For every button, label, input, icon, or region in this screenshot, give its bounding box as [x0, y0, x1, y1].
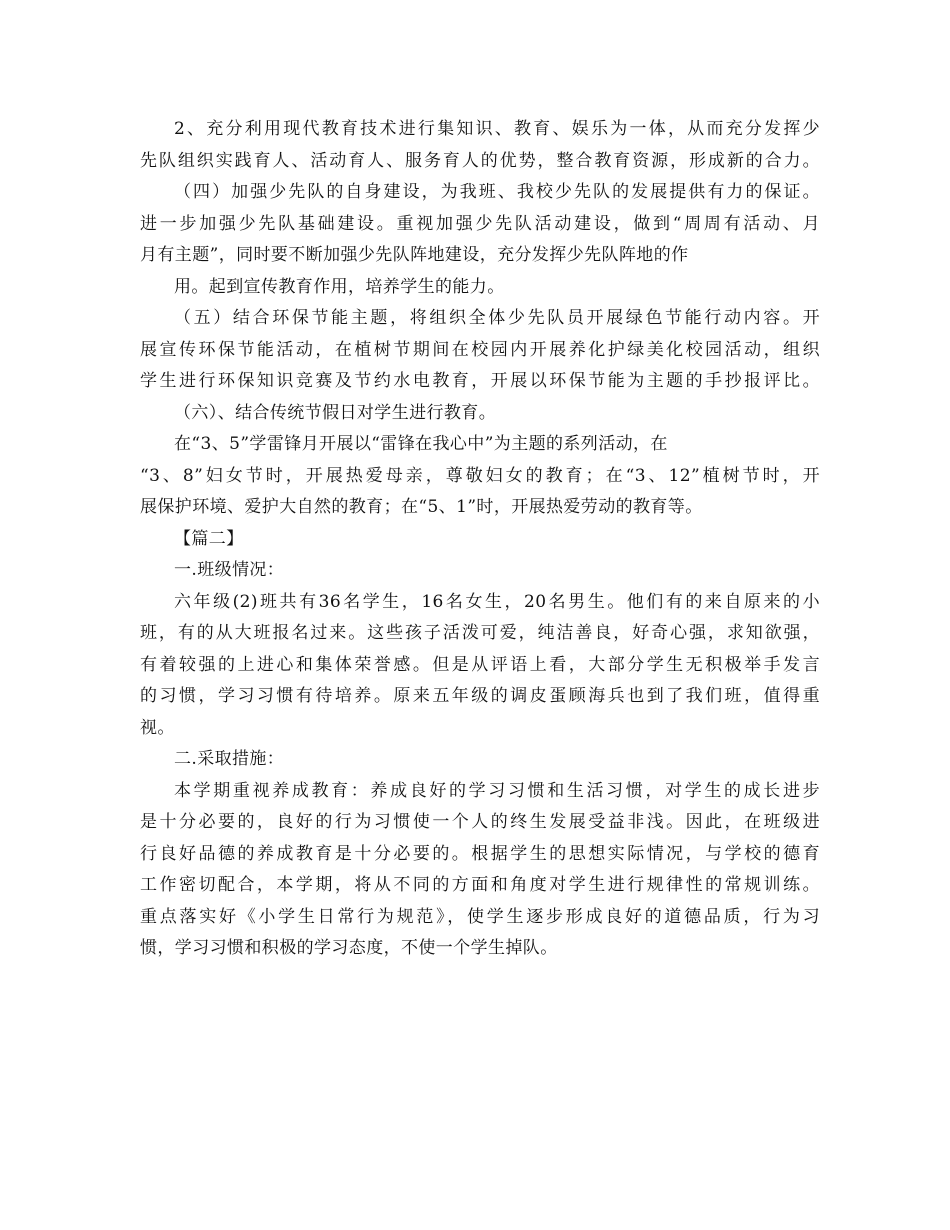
text-line: 一.班级情况： [174, 560, 285, 580]
text-line: 月有主题”，同时要不断加强少先队阵地建设，充分发挥少先队阵地的作 [140, 245, 689, 265]
text-line: 二.采取措施： [174, 749, 285, 769]
text-line: “3、8”妇女节时，开展热爱母亲，尊敬妇女的教育；在“3、12”植树节时，开 [140, 465, 820, 486]
text-line: 惯，学习习惯和积极的学习态度，不使一个学生掉队。 [140, 938, 558, 958]
text-line: 的习惯，学习习惯有待培养。原来五年级的调皮蛋顾海兵也到了我们班，值得重 [140, 686, 820, 706]
text-line: （六）、结合传统节假日对学生进行教育。 [174, 402, 497, 423]
text-line: 进一步加强少先队基础建设。重视加强少先队活动建设，做到“周周有活动、月 [140, 213, 820, 234]
text-line: 视。 [140, 717, 175, 738]
text-line: 是十分必要的，良好的行为习惯使一个人的终生发展受益非浅。因此，在班级进 [140, 812, 820, 832]
text-line: 班，有的从大班报名过来。这些孩子活泼可爱，纯洁善良，好奇心强，求知欲强， [140, 623, 820, 643]
text-line: 先队组织实践育人、活动育人、服务育人的优势，整合教育资源，形成新的合力。 [140, 150, 820, 171]
text-line: 本学期重视养成教育：养成良好的学习习惯和生活习惯，对学生的成长进步 [174, 780, 820, 801]
text-line: 在“3、5”学雷锋月开展以“雷锋在我心中”为主题的系列活动，在 [174, 434, 668, 454]
text-line: 展宣传环保节能活动，在植树节期间在校园内开展养化护绿美化校园活动，组织 [140, 339, 820, 360]
text-line: 展保护环境、爱护大自然的教育；在“5、1”时，开展热爱劳动的教育等。 [140, 497, 703, 517]
text-line: 工作密切配合，本学期，将从不同的方面和角度对学生进行规律性的常规训练。 [140, 875, 820, 895]
text-line: （四）加强少先队的自身建设，为我班、我校少先队的发展提供有力的保证。 [174, 182, 820, 202]
text-line: 六年级(2)班共有36名学生，16名女生，20名男生。他们有的来自原来的小 [174, 591, 820, 612]
text-line: （五）结合环保节能主题，将组织全体少先队员开展绿色节能行动内容。开 [174, 308, 820, 328]
document-body [140, 114, 820, 965]
text-line: 2、充分利用现代教育技术进行集知识、教育、娱乐为一体，从而充分发挥少 [174, 119, 820, 139]
text-line: 重点落实好《小学生日常行为规范》，使学生逐步形成良好的道德品质，行为习 [140, 906, 820, 927]
text-line: 【篇二】 [174, 528, 244, 549]
text-line: 学生进行环保知识竞赛及节约水电教育，开展以环保节能为主题的手抄报评比。 [140, 371, 820, 391]
text-line: 用。起到宣传教育作用，培养学生的能力。 [174, 276, 505, 297]
text-line: 行良好品德的养成教育是十分必要的。根据学生的思想实际情况，与学校的德育 [140, 843, 820, 864]
text-line: 有着较强的上进心和集体荣誉感。但是从评语上看，大部分学生无积极举手发言 [140, 654, 820, 675]
